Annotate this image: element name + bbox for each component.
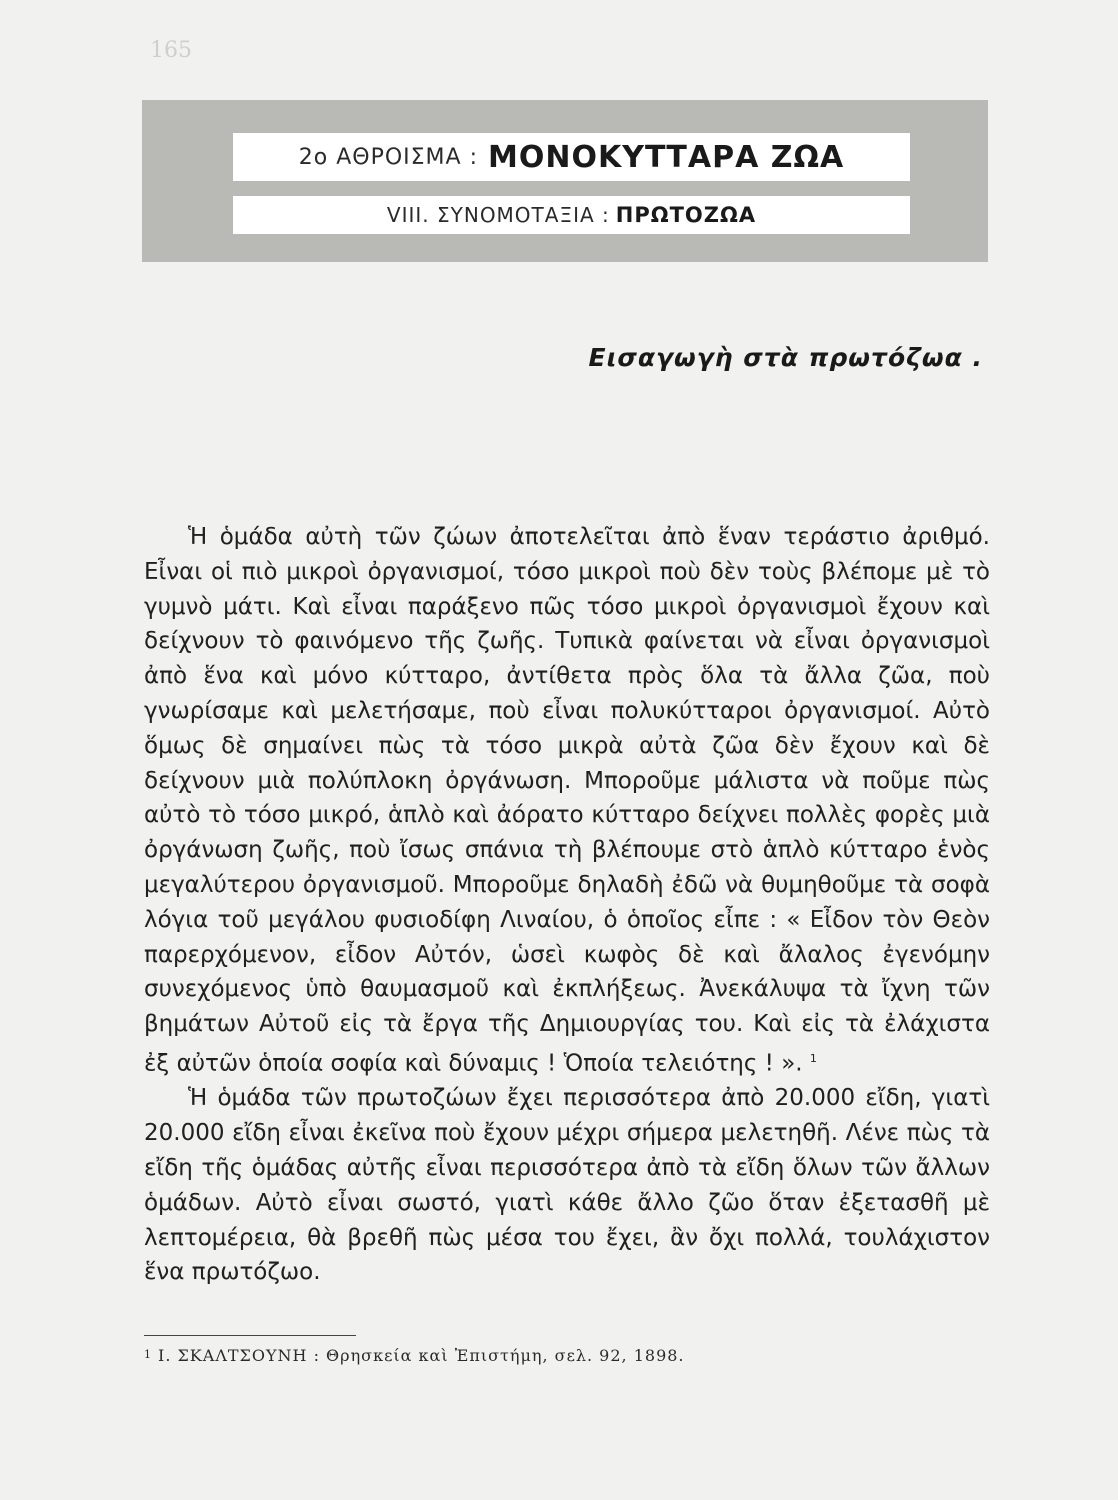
- chapter-header-background: [142, 100, 988, 262]
- phylum-header-title: ΠΡΩΤΟΖΩΑ: [615, 203, 757, 227]
- phylum-header-box: [233, 196, 910, 234]
- paragraph-1-text: Ἡ ὁμάδα αὐτὴ τῶν ζώων ἀποτελεῖται ἀπὸ ἕναν τεράστιο ἀριθμό. Εἶναι οἱ πιὸ μικροὶ ὀργανισμοί, τόσο μικροὶ ποὺ δὲν τοὺς βλέπομε μὲ τὸ γυμνὸ μάτι. Καὶ εἶναι παράξενο πῶς τόσο μικροὶ ὀργανισμοὶ ἔχουν καὶ δείχνουν τὸ φαινόμενο τῆς ζωῆς. Τυπικὰ φαίνεται νὰ εἶναι ὀργανισμοὶ ἀπὸ ἕνα καὶ μόνο κύτταρο, ἀντίθετα πρὸς ὅλα τὰ ἄλλα ζῶα, ποὺ γνωρίσαμε καὶ μελετήσαμε, ποὺ εἶναι πολυκύτταροι ὀργανισμοί. Αὐτὸ ὅμως δὲ σημαίνει πὼς τὰ τόσο μικρὰ αὐτὰ ζῶα δὲν ἔχουν καὶ δὲ δείχνουν μιὰ πολύπλοκη ὀργάνωση. Μποροῦμε μάλιστα νὰ ποῦμε πὼς αὐτὸ τὸ τόσο μικρό, ἁπλὸ καὶ ἀόρατο κύτταρο δείχνει πολλὲς φορὲς μιὰ ὀργάνωση ζωῆς, ποὺ ἴσως σπάνια τὴ βλέπουμε στὸ ἁπλὸ κύτταρο ἑνὸς μεγαλύτερου ὀργανισμοῦ. Μποροῦμε δηλαδὴ ἐδῶ νὰ θυμηθοῦμε τὰ σοφὰ λόγια τοῦ μεγάλου φυσιοδίφη Λιναίου, ὁ ὁποῖος εἶπε : « Εἶδον τὸν Θεὸν παρερχόμενον, εἶδον Αὐτόν, ὡσεὶ κωφὸς δὲ καὶ ἄλαλος ἐγενόμην συνεχόμενος ὑπὸ θαυμασμοῦ καὶ ἐκπλήξεως. Ἀνεκάλυψα τὰ ἴχνη τῶν βημάτων Αὐτοῦ εἰς τὰ ἔργα τῆς Δημιουργίας του. Καὶ εἰς τὰ ἐλάχιστα ἐξ αὐτῶν ὁποία σοφία καὶ δύναμις ! Ὁποία τελειότης ! ».: [144, 524, 990, 1077]
- phylum-header-prefix: VIII. ΣΥΝΟΜΟΤΑΞΙΑ :: [386, 203, 610, 227]
- footnote-mark: 1: [144, 1348, 152, 1361]
- paragraph-1: [144, 520, 990, 1081]
- chapter-header-prefix: 2ο ΑΘΡΟΙΣΜΑ :: [298, 144, 478, 170]
- chapter-header-box: [233, 133, 910, 181]
- page-number: 165: [150, 38, 192, 63]
- footnote-ref: 1: [809, 1051, 817, 1065]
- body-text: [144, 520, 990, 1290]
- footnote-text: Ι. ΣΚΑΛΤΣΟΥΝΗ : Θρησκεία καὶ Ἐπιστήμη, σελ. 92, 1898.: [158, 1346, 685, 1365]
- chapter-header-title: ΜΟΝΟΚΥΤΤΑΡΑ ΖΩΑ: [488, 139, 845, 175]
- footnote: [144, 1346, 685, 1365]
- paragraph-2: Ἡ ὁμάδα τῶν πρωτοζώων ἔχει περισσότερα ἀπὸ 20.000 εἴδη, γιατὶ 20.000 εἴδη εἶναι ἐκεῖνα ποὺ ἔχουν μέχρι σήμερα μελετηθῆ. Λένε πὼς τὰ εἴδη τῆς ὁμάδας αὐτῆς εἶναι περισσότερα ἀπὸ τὰ εἴδη ὅλων τῶν ἄλλων ὁμάδων. Αὐτὸ εἶναι σωστό, γιατὶ κάθε ἄλλο ζῶο ὅταν ἐξετασθῆ μὲ λεπτομέρεια, θὰ βρεθῆ πὼς μέσα του ἔχει, ἂν ὄχι πολλά, τουλάχιστον ἕνα πρωτόζωο.: [144, 1085, 990, 1286]
- footnote-divider: [144, 1335, 356, 1336]
- section-title: Εισαγωγὴ στὰ πρωτόζωα .: [588, 343, 983, 372]
